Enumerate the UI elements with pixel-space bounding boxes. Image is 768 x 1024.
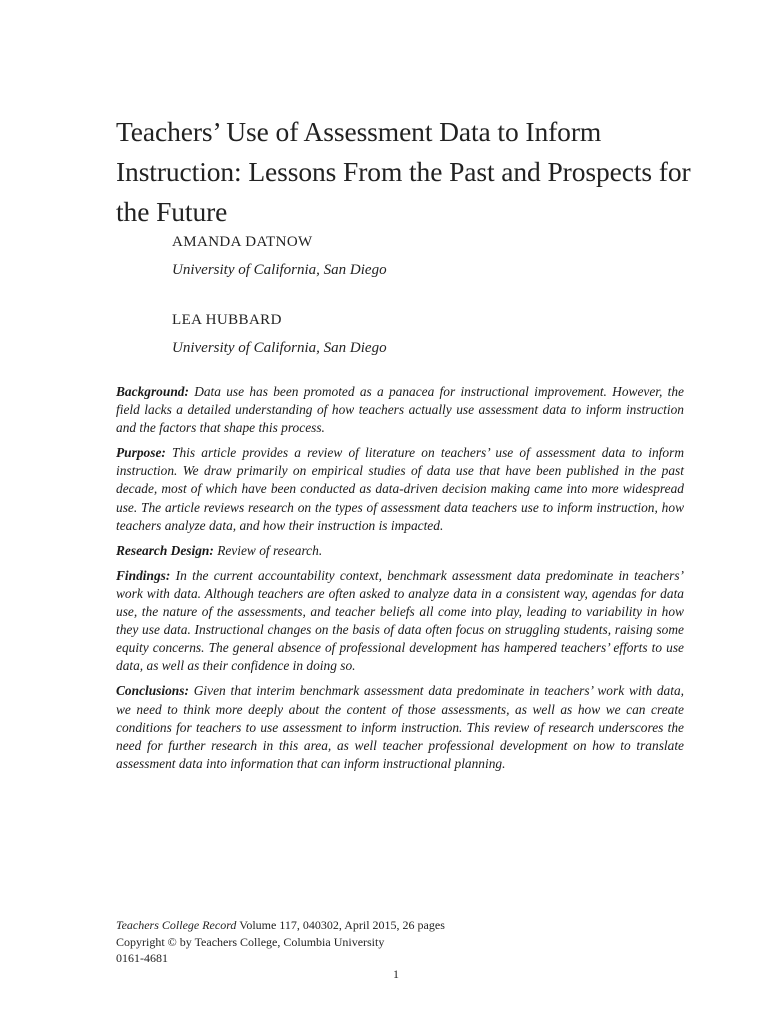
page-number: 1 [393, 967, 399, 981]
design-text: Review of research. [217, 542, 323, 558]
author-affiliation: University of California, San Diego [172, 340, 387, 356]
conclusions-label: Conclusions: [116, 683, 189, 699]
issn-line: 0161-4681 [116, 951, 168, 965]
journal-name: Teachers College Record [116, 918, 237, 932]
citation-details: Volume 117, 040302, April 2015, 26 pages [236, 918, 445, 932]
background-label: Background: [116, 384, 189, 399]
copyright-line: Copyright © by Teachers College, Columbia University [116, 934, 385, 949]
background-text: Data use has been promoted as a panacea for instructional improvement. However, the field lacks a detailed understanding of how teachers actually use assessment data to inform instruction and the factors that shape this process. [116, 384, 684, 436]
abstract-findings [116, 567, 684, 676]
citation-line [116, 917, 445, 934]
findings-text: In the current accountability context, benchmark assessment data predominate in teachers’ work with data. Although teachers are often asked to analyze data in a consistent way, agendas for data use, the nature of the assessments, and teacher beliefs all come into play, leading to variability in how they use data. Instructional changes on the basis of data often focus on struggling students, raising some equity concerns. The general absence of professional development has hampered teachers’ efforts to use data, as well as their confidence in doing so. [116, 567, 684, 674]
author-name: LEA HUBBARD [172, 312, 282, 328]
author-name: AMANDA DATNOW [172, 234, 313, 250]
design-label: Research Design: [116, 542, 214, 558]
article-title: Teachers’ Use of Assessment Data to Inform Instruction: Lessons From the Past and Prospects for the Future [116, 116, 691, 227]
abstract-purpose [116, 444, 684, 534]
abstract-design [116, 542, 684, 560]
purpose-label: Purpose: [116, 445, 166, 461]
abstract-background [116, 383, 684, 437]
citation-footer [116, 917, 445, 967]
abstract-conclusions [116, 682, 684, 772]
abstract [116, 383, 684, 780]
findings-label: Findings: [116, 567, 171, 583]
conclusions-text: Given that interim benchmark assessment data predominate in teachers’ work with data, we need to think more deeply about the content of those assessments, as well as how we can create conditions for teachers to use assessment to inform instruction. This review of research underscores the need for further research in this area, as well teacher professional development on how to translate assessment data into information that can inform instructional planning. [116, 683, 684, 771]
purpose-text: This article provides a review of literature on teachers’ use of assessment data to inform instruction. We draw primarily on empirical studies of data use that have been published in the past decade, most of which have been conducted as data-driven decision making came into more widespread use. The article reviews research on the types of assessment data teachers use to inform instruction, how teachers analyze data, and how their instruction is impacted. [116, 445, 684, 533]
author-affiliation: University of California, San Diego [172, 262, 387, 278]
